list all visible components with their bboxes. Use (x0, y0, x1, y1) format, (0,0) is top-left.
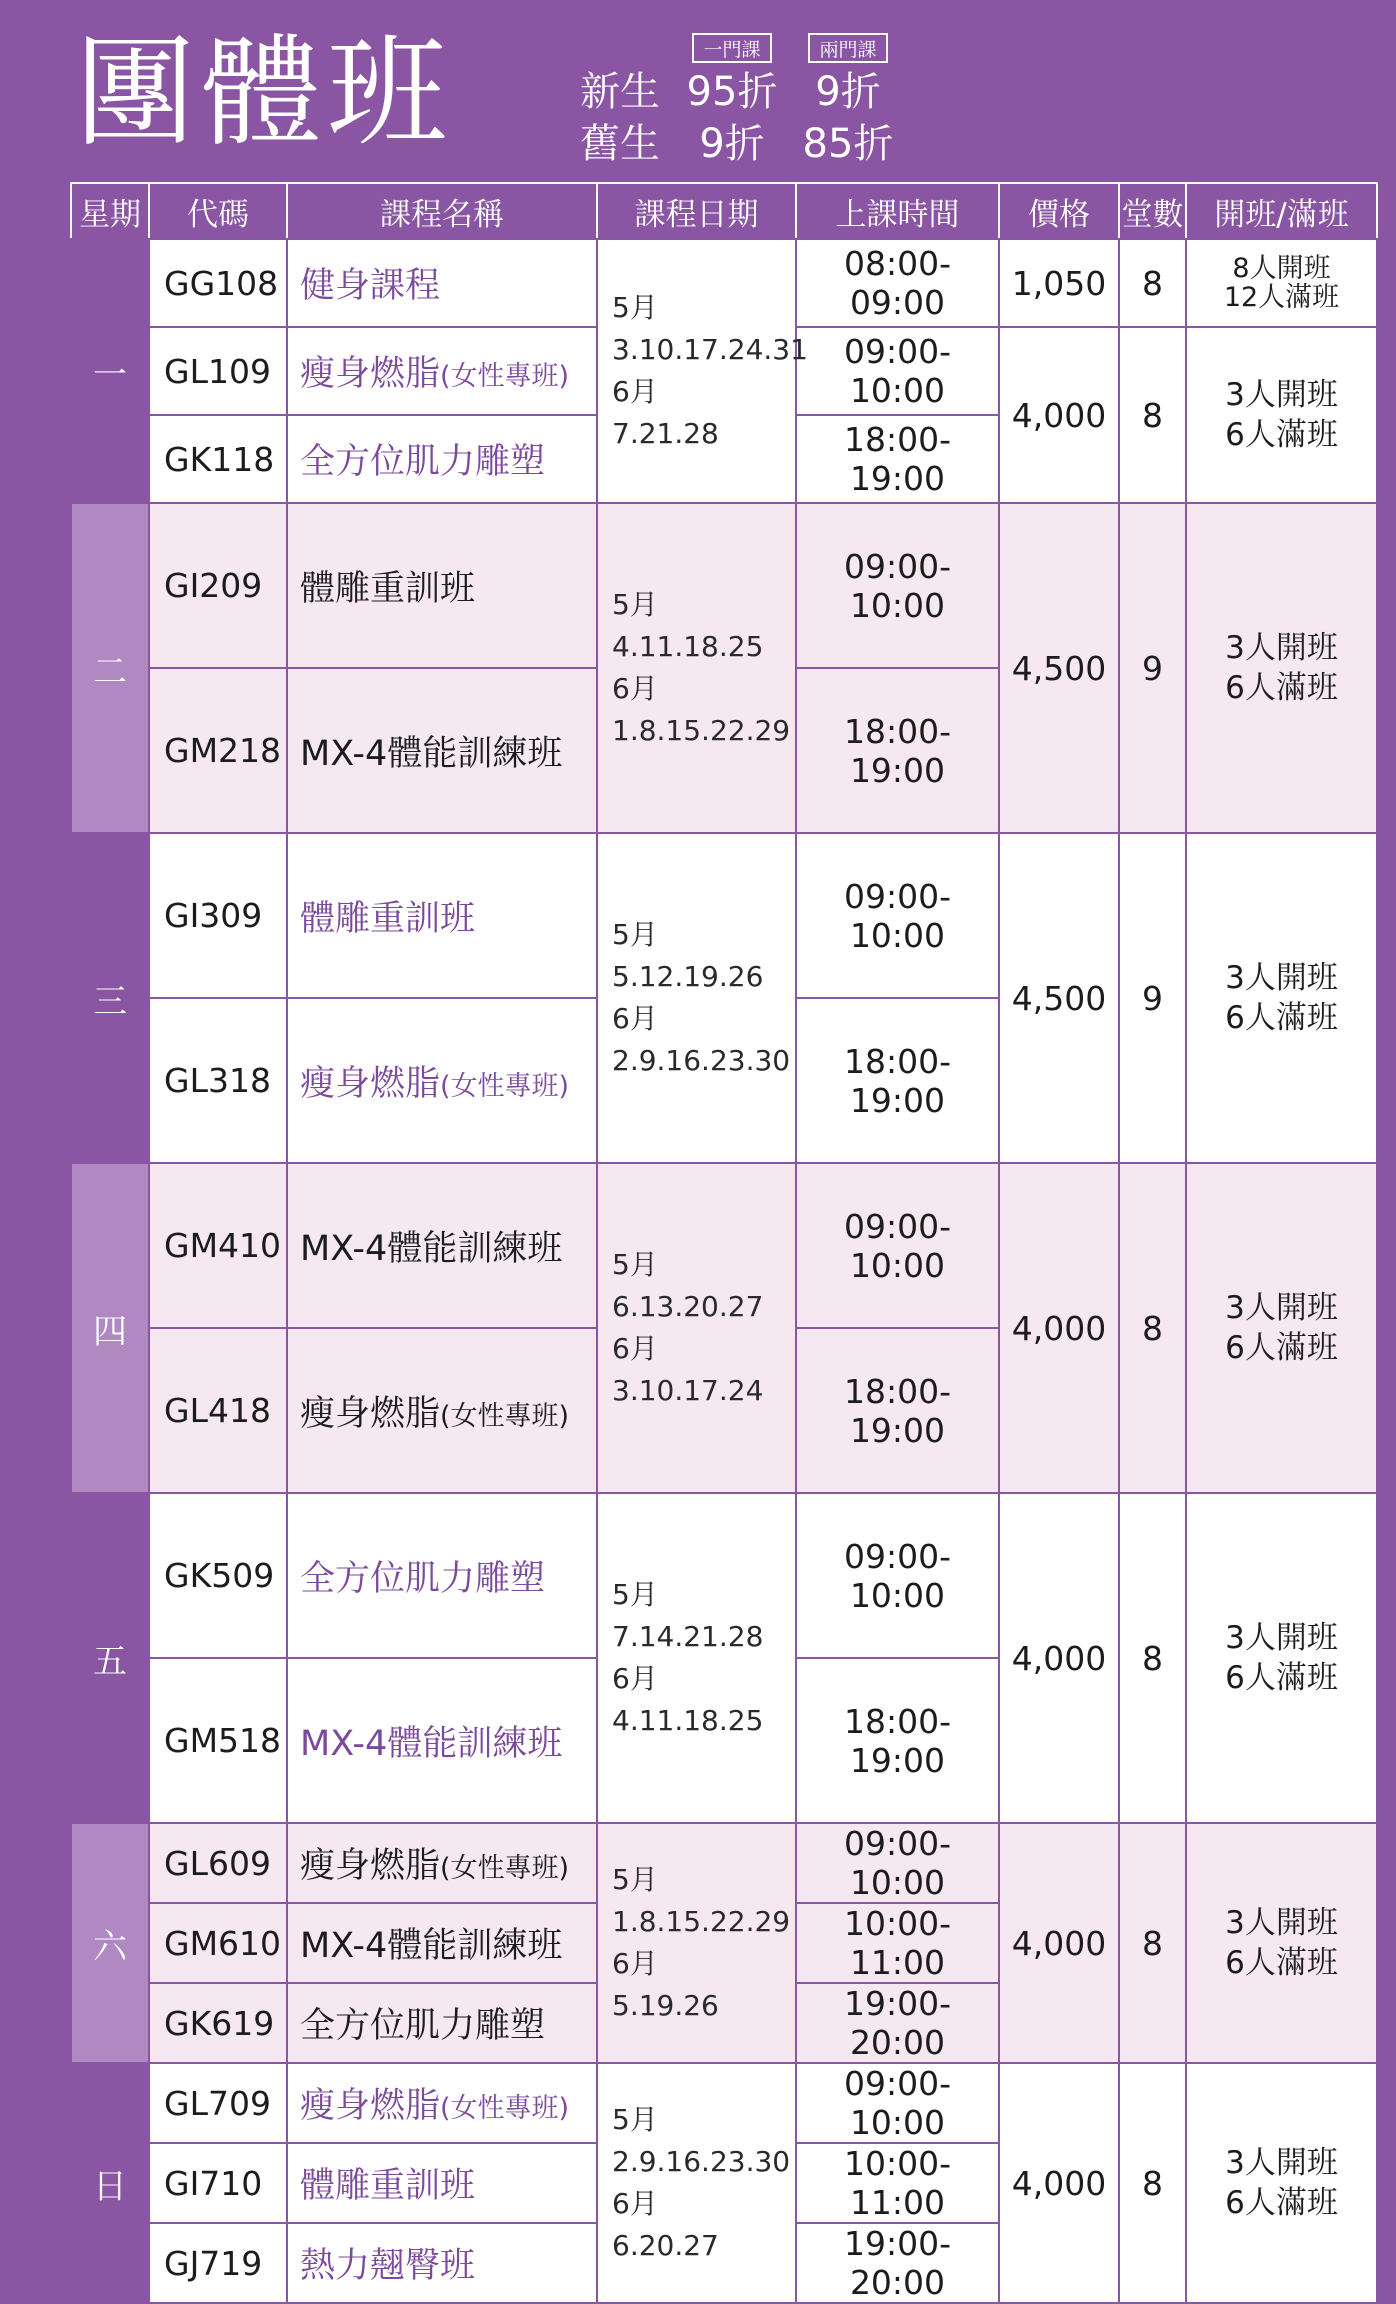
course-name (287, 239, 597, 327)
price: 4,000 (999, 1163, 1119, 1493)
day-cell: 六 (71, 1823, 149, 2063)
open-full-status: 3人開班 6人滿班 (1186, 327, 1377, 503)
course-title: 瘦身燃脂 (300, 1393, 441, 1434)
header-class-time: 上課時間 (796, 183, 999, 239)
class-time: 18:00-19:00 (796, 415, 999, 503)
course-title: MX-4體能訓練班 (300, 733, 563, 774)
course-name (287, 1328, 597, 1493)
session-count: 9 (1119, 833, 1186, 1163)
course-title: 瘦身燃脂 (300, 1846, 441, 1886)
course-name (287, 998, 597, 1163)
course-dates: 5月 7.14.21.28 6月 4.11.18.25 (597, 1493, 796, 1823)
class-time: 18:00-19:00 (796, 1328, 999, 1493)
schedule-table (70, 182, 1378, 2304)
discount-panel (570, 0, 910, 180)
course-title: 瘦身燃脂 (300, 1063, 441, 1104)
header-code: 代碼 (149, 183, 287, 239)
course-dates: 5月 5.12.19.26 6月 2.9.16.23.30 (597, 833, 796, 1163)
course-title: 瘦身燃脂 (300, 354, 441, 394)
course-name (287, 1658, 597, 1823)
price: 4,000 (999, 1493, 1119, 1823)
course-code: GJ719 (149, 2223, 287, 2303)
price: 1,050 (999, 239, 1119, 327)
course-note: (女性專班) (440, 1853, 570, 1884)
course-name (287, 327, 597, 415)
class-time: 19:00-20:00 (796, 2223, 999, 2303)
course-code: GL318 (149, 998, 287, 1163)
course-dates: 5月 2.9.16.23.30 6月 6.20.27 (597, 2063, 796, 2303)
table-row (71, 2063, 1377, 2143)
discount-new-one: 95折 (686, 69, 778, 115)
header-open-full: 開班/滿班 (1186, 183, 1377, 239)
day-cell: 四 (71, 1163, 149, 1493)
course-title: 瘦身燃脂 (300, 2086, 441, 2126)
price: 4,000 (999, 2063, 1119, 2303)
class-time: 19:00-20:00 (796, 1983, 999, 2063)
session-count: 9 (1119, 503, 1186, 833)
open-full-status: 3人開班 6人滿班 (1186, 833, 1377, 1163)
course-title: 熱力翹臀班 (300, 2246, 476, 2286)
page-title: 團體班 (75, 24, 453, 163)
day-cell: 二 (71, 503, 149, 833)
session-count: 8 (1119, 1163, 1186, 1493)
course-name (287, 503, 597, 668)
course-title: MX-4體能訓練班 (300, 1926, 563, 1966)
header-row (71, 183, 1377, 239)
session-count: 8 (1119, 327, 1186, 503)
course-code: GI710 (149, 2143, 287, 2223)
table-row (71, 1823, 1377, 1903)
course-code: GI309 (149, 833, 287, 998)
class-time: 09:00-10:00 (796, 833, 999, 998)
course-dates: 5月 6.13.20.27 6月 3.10.17.24 (597, 1163, 796, 1493)
course-code: GM218 (149, 668, 287, 833)
open-full-status: 3人開班 6人滿班 (1186, 1163, 1377, 1493)
course-note: (女性專班) (440, 361, 570, 392)
price: 4,500 (999, 503, 1119, 833)
day-cell: 日 (71, 2063, 149, 2303)
discount-old-two: 85折 (802, 121, 894, 167)
class-time: 18:00-19:00 (796, 1658, 999, 1823)
open-full-status: 8人開班 12人滿班 (1186, 239, 1377, 327)
table-row (71, 1163, 1377, 1328)
course-note: (女性專班) (440, 1400, 570, 1432)
class-time: 09:00-10:00 (796, 1163, 999, 1328)
day-cell: 三 (71, 833, 149, 1163)
course-dates: 5月 1.8.15.22.29 6月 5.19.26 (597, 1823, 796, 2063)
session-count: 8 (1119, 2063, 1186, 2303)
discount-label-old: 舊生 (580, 121, 660, 167)
course-code: GL609 (149, 1823, 287, 1903)
header-day: 星期 (71, 183, 149, 239)
course-code: GK509 (149, 1493, 287, 1658)
session-count: 8 (1119, 239, 1186, 327)
course-code: GL709 (149, 2063, 287, 2143)
class-time: 09:00-10:00 (796, 327, 999, 415)
class-time: 09:00-10:00 (796, 1493, 999, 1658)
class-time: 09:00-10:00 (796, 1823, 999, 1903)
course-name (287, 1983, 597, 2063)
open-full-status: 3人開班 6人滿班 (1186, 1823, 1377, 2063)
course-code: GK118 (149, 415, 287, 503)
course-title: 全方位肌力雕塑 (300, 442, 546, 482)
class-time: 09:00-10:00 (796, 2063, 999, 2143)
discount-new-two: 9折 (815, 69, 881, 115)
course-code: GM518 (149, 1658, 287, 1823)
header-course-dates: 課程日期 (597, 183, 796, 239)
course-name (287, 2223, 597, 2303)
open-full-status: 3人開班 6人滿班 (1186, 503, 1377, 833)
course-title: 全方位肌力雕塑 (300, 1558, 546, 1599)
table-row (71, 239, 1377, 327)
course-title: 全方位肌力雕塑 (300, 2006, 546, 2046)
course-name (287, 2063, 597, 2143)
course-name (287, 668, 597, 833)
course-name (287, 1903, 597, 1983)
discount-old-one: 9折 (699, 121, 765, 167)
header-price: 價格 (999, 183, 1119, 239)
course-name (287, 2143, 597, 2223)
header-sessions: 堂數 (1119, 183, 1186, 239)
course-name (287, 1823, 597, 1903)
course-code: GG108 (149, 239, 287, 327)
table-row (71, 833, 1377, 998)
class-time: 18:00-19:00 (796, 998, 999, 1163)
discount-label-new: 新生 (580, 69, 660, 115)
class-time: 10:00-11:00 (796, 2143, 999, 2223)
course-code: GM410 (149, 1163, 287, 1328)
table-row (71, 503, 1377, 668)
open-full-status: 3人開班 6人滿班 (1186, 1493, 1377, 1823)
course-title: 健身課程 (300, 266, 441, 306)
header-course-name: 課程名稱 (287, 183, 597, 239)
session-count: 8 (1119, 1823, 1186, 2063)
price: 4,500 (999, 833, 1119, 1163)
class-time: 18:00-19:00 (796, 668, 999, 833)
course-title: 體雕重訓班 (300, 2166, 476, 2206)
badge-one-course: 一門課 (692, 33, 772, 63)
badge-two-courses: 兩門課 (808, 33, 888, 63)
course-code: GL109 (149, 327, 287, 415)
class-time: 09:00-10:00 (796, 503, 999, 668)
course-note: (女性專班) (440, 1070, 570, 1102)
session-count: 8 (1119, 1493, 1186, 1823)
course-code: GM610 (149, 1903, 287, 1983)
course-dates: 5月 3.10.17.24.31 6月 7.21.28 (597, 239, 796, 503)
class-time: 10:00-11:00 (796, 1903, 999, 1983)
course-dates: 5月 4.11.18.25 6月 1.8.15.22.29 (597, 503, 796, 833)
course-title: MX-4體能訓練班 (300, 1723, 563, 1764)
course-name (287, 1493, 597, 1658)
price: 4,000 (999, 327, 1119, 503)
open-full-status: 3人開班 6人滿班 (1186, 2063, 1377, 2303)
course-code: GK619 (149, 1983, 287, 2063)
course-code: GL418 (149, 1328, 287, 1493)
course-title: 體雕重訓班 (300, 898, 476, 939)
table-row (71, 1493, 1377, 1658)
course-title: MX-4體能訓練班 (300, 1228, 563, 1269)
course-name (287, 415, 597, 503)
class-time: 08:00-09:00 (796, 239, 999, 327)
course-note: (女性專班) (440, 2093, 570, 2124)
day-cell: 一 (71, 239, 149, 503)
course-name (287, 1163, 597, 1328)
course-title: 體雕重訓班 (300, 568, 476, 609)
course-name (287, 833, 597, 998)
price: 4,000 (999, 1823, 1119, 2063)
day-cell: 五 (71, 1493, 149, 1823)
course-code: GI209 (149, 503, 287, 668)
